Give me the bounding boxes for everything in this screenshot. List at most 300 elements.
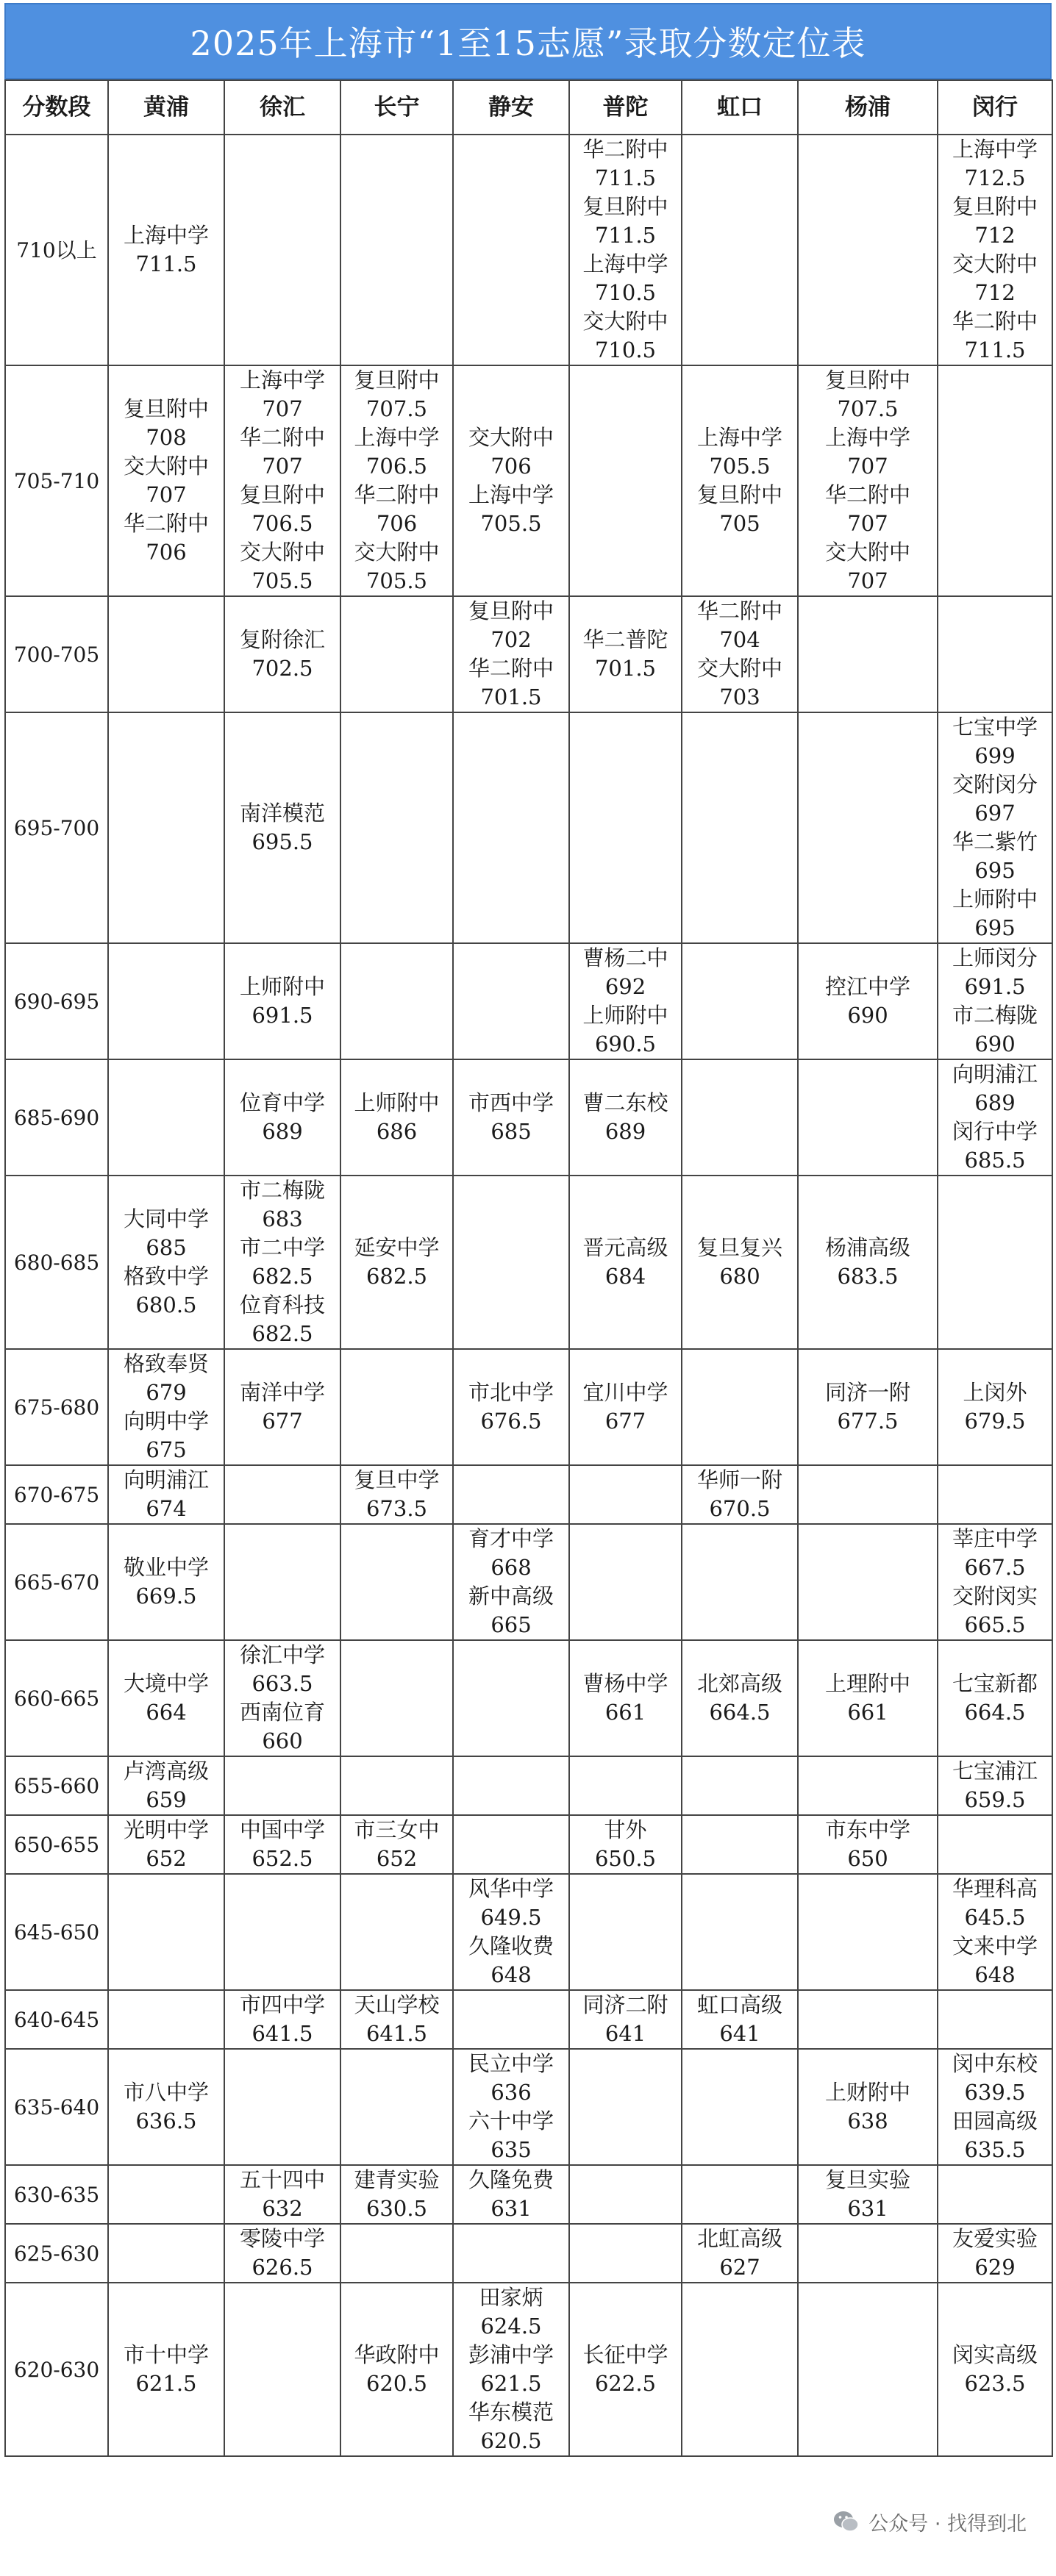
school-name: 南洋模范 — [239, 801, 325, 826]
cutoff-score: 670.5 — [709, 1496, 771, 1521]
school-name: 北虹高级 — [696, 2226, 782, 2251]
district-cell — [108, 1176, 224, 1349]
district-cell — [340, 2224, 453, 2283]
district-cell — [340, 135, 453, 365]
school-name: 长征中学 — [582, 2342, 668, 2367]
school-name: 华二附中 — [824, 482, 910, 507]
table-row — [5, 712, 1052, 943]
district-cell — [453, 1524, 569, 1640]
district-cell — [453, 1874, 569, 1990]
school-name: 复旦附中 — [468, 598, 554, 623]
score-band: 655-660 — [5, 1756, 108, 1815]
table-row — [5, 1756, 1052, 1815]
district-cell — [938, 1059, 1052, 1176]
cutoff-score: 641.5 — [251, 2021, 313, 2046]
score-band: 630-635 — [5, 2165, 108, 2224]
district-cell — [938, 2283, 1052, 2456]
district-cell — [224, 1176, 340, 1349]
district-cell — [938, 2165, 1052, 2224]
cutoff-score: 674 — [146, 1496, 187, 1521]
cutoff-score: 683 — [262, 1206, 303, 1231]
cutoff-score: 652.5 — [251, 1846, 313, 1871]
school-name: 晋元高级 — [582, 1235, 668, 1260]
cutoff-score: 704 — [719, 627, 760, 652]
district-cell — [224, 2224, 340, 2283]
district-cell — [682, 2165, 798, 2224]
watermark-text: 公众号 · 找得到北 — [868, 2512, 1027, 2536]
district-cell — [569, 712, 682, 943]
school-name: 向明浦江 — [123, 1467, 209, 1492]
school-name: 五十四中 — [239, 2167, 325, 2192]
district-cell — [224, 1349, 340, 1465]
score-band: 685-690 — [5, 1059, 108, 1176]
page-title: 2025年上海市“1至15志愿”录取分数定位表 — [4, 3, 1052, 79]
table-row — [5, 2224, 1052, 2283]
district-cell — [682, 2283, 798, 2456]
district-cell — [569, 2283, 682, 2456]
table-row — [5, 596, 1052, 712]
column-header: 分数段 — [5, 80, 108, 135]
cutoff-score: 636 — [490, 2080, 532, 2105]
school-name: 格致中学 — [123, 1264, 209, 1289]
cutoff-score: 712 — [974, 223, 1016, 248]
cutoff-score: 649.5 — [480, 1905, 542, 1930]
district-cell — [224, 1756, 340, 1815]
score-band: 675-680 — [5, 1349, 108, 1465]
district-cell — [938, 1815, 1052, 1874]
school-name: 上师附中 — [239, 974, 325, 999]
district-cell — [682, 943, 798, 1059]
cutoff-score: 629 — [974, 2255, 1016, 2280]
district-cell — [682, 1349, 798, 1465]
district-cell — [108, 1756, 224, 1815]
district-cell — [340, 1874, 453, 1990]
cutoff-score: 695 — [974, 858, 1016, 883]
cutoff-score: 682.5 — [251, 1321, 313, 1346]
district-cell — [938, 1640, 1052, 1756]
column-header: 徐汇 — [224, 80, 340, 135]
score-band: 635-640 — [5, 2049, 108, 2165]
district-cell — [224, 1465, 340, 1524]
district-cell — [340, 2283, 453, 2456]
cutoff-score: 699 — [974, 743, 1016, 768]
school-name: 交大附中 — [582, 309, 668, 334]
wechat-icon — [832, 2507, 861, 2536]
school-name: 上海中学 — [123, 223, 209, 248]
district-cell — [108, 1640, 224, 1756]
school-name: 复附徐汇 — [239, 627, 325, 652]
cutoff-score: 638 — [847, 2108, 888, 2133]
district-cell — [224, 2049, 340, 2165]
table-row — [5, 1059, 1052, 1176]
cutoff-score: 712 — [974, 280, 1016, 305]
district-cell — [569, 1990, 682, 2049]
district-cell — [682, 1465, 798, 1524]
cutoff-score: 635 — [490, 2137, 532, 2162]
school-name: 延安中学 — [354, 1235, 440, 1260]
district-cell — [938, 2224, 1052, 2283]
cutoff-score: 641 — [719, 2021, 760, 2046]
cutoff-score: 680 — [719, 1264, 760, 1289]
district-cell — [453, 596, 569, 712]
school-name: 友爱实验 — [952, 2226, 1038, 2251]
district-cell — [340, 2049, 453, 2165]
district-cell — [798, 365, 938, 596]
district-cell — [108, 943, 224, 1059]
district-cell — [938, 1176, 1052, 1349]
district-cell — [340, 1756, 453, 1815]
district-cell — [224, 2283, 340, 2456]
district-cell — [569, 2165, 682, 2224]
school-name: 复旦附中 — [696, 482, 782, 507]
school-name: 华二附中 — [696, 598, 782, 623]
cutoff-score: 695 — [974, 915, 1016, 940]
school-name: 复旦中学 — [354, 1467, 440, 1492]
school-name: 田家炳 — [479, 2285, 543, 2310]
district-cell — [108, 2049, 224, 2165]
cutoff-score: 706.5 — [251, 511, 313, 536]
district-cell — [108, 2165, 224, 2224]
school-name: 闵实高级 — [952, 2342, 1038, 2367]
school-name: 光明中学 — [123, 1817, 209, 1842]
school-name: 七宝新都 — [952, 1671, 1038, 1696]
school-name: 复旦附中 — [123, 396, 209, 421]
cutoff-score: 682.5 — [365, 1264, 428, 1289]
table-row — [5, 2049, 1052, 2165]
district-cell — [938, 1349, 1052, 1465]
school-name: 华二附中 — [123, 511, 209, 536]
cutoff-score: 705.5 — [709, 454, 771, 479]
district-cell — [682, 135, 798, 365]
school-name: 华东模范 — [468, 2400, 554, 2425]
cutoff-score: 707 — [262, 454, 303, 479]
school-name: 杨浦高级 — [824, 1235, 910, 1260]
district-cell — [224, 943, 340, 1059]
table-row — [5, 1874, 1052, 1990]
score-band: 710以上 — [5, 135, 108, 365]
cutoff-score: 641.5 — [365, 2021, 428, 2046]
school-name: 上海中学 — [696, 425, 782, 450]
cutoff-score: 690 — [974, 1031, 1016, 1056]
cutoff-score: 645.5 — [964, 1905, 1026, 1930]
school-name: 上海中学 — [239, 368, 325, 393]
cutoff-score: 622.5 — [594, 2371, 657, 2396]
cutoff-score: 707.5 — [837, 396, 899, 421]
district-cell — [569, 2224, 682, 2283]
district-cell — [108, 596, 224, 712]
cutoff-score: 708 — [146, 425, 187, 450]
district-cell — [108, 1059, 224, 1176]
cutoff-score: 684 — [604, 1264, 646, 1289]
cutoff-score: 664 — [146, 1700, 187, 1725]
school-name: 大同中学 — [123, 1206, 209, 1231]
school-name: 卢湾高级 — [123, 1759, 209, 1783]
school-name: 上师附中 — [354, 1090, 440, 1115]
district-cell — [453, 135, 569, 365]
school-name: 同济二附 — [582, 1992, 668, 2017]
cutoff-score: 685 — [490, 1119, 532, 1144]
cutoff-score: 652 — [376, 1846, 418, 1871]
score-band: 625-630 — [5, 2224, 108, 2283]
cutoff-score: 623.5 — [964, 2371, 1026, 2396]
cutoff-score: 631 — [490, 2196, 532, 2221]
district-cell — [340, 1349, 453, 1465]
district-cell — [340, 365, 453, 596]
score-band: 695-700 — [5, 712, 108, 943]
district-cell — [224, 2165, 340, 2224]
school-name: 甘外 — [604, 1817, 647, 1842]
score-table-sheet — [4, 3, 1052, 2457]
cutoff-score: 707 — [262, 396, 303, 421]
district-cell — [108, 1524, 224, 1640]
school-name: 徐汇中学 — [239, 1642, 325, 1667]
column-header: 虹口 — [682, 80, 798, 135]
district-cell — [108, 1874, 224, 1990]
school-name: 文来中学 — [952, 1933, 1038, 1958]
district-cell — [340, 712, 453, 943]
district-cell — [682, 365, 798, 596]
cutoff-score: 669.5 — [135, 1584, 197, 1609]
district-cell — [453, 1176, 569, 1349]
school-name: 育才中学 — [468, 1526, 554, 1551]
district-cell — [798, 1524, 938, 1640]
district-cell — [453, 712, 569, 943]
school-name: 敬业中学 — [123, 1555, 209, 1580]
school-name: 上理附中 — [824, 1671, 910, 1696]
district-cell — [938, 943, 1052, 1059]
score-band: 670-675 — [5, 1465, 108, 1524]
school-name: 上海中学 — [952, 137, 1038, 162]
table-row — [5, 135, 1052, 365]
score-band: 665-670 — [5, 1524, 108, 1640]
cutoff-score: 689 — [604, 1119, 646, 1144]
district-cell — [798, 1756, 938, 1815]
cutoff-score: 686 — [376, 1119, 418, 1144]
district-cell — [682, 2049, 798, 2165]
district-cell — [108, 1815, 224, 1874]
score-table — [4, 79, 1053, 2457]
cutoff-score: 659 — [146, 1787, 187, 1812]
district-cell — [798, 1059, 938, 1176]
cutoff-score: 664.5 — [709, 1700, 771, 1725]
district-cell — [453, 1640, 569, 1756]
district-cell — [340, 1059, 453, 1176]
school-name: 交附闵实 — [952, 1584, 1038, 1609]
school-name: 田园高级 — [952, 2108, 1038, 2133]
cutoff-score: 667.5 — [964, 1555, 1026, 1580]
cutoff-score: 712.5 — [964, 165, 1026, 190]
school-name: 交附闵分 — [952, 772, 1038, 797]
school-name: 曹杨中学 — [582, 1671, 668, 1696]
district-cell — [682, 1815, 798, 1874]
cutoff-score: 706 — [146, 540, 187, 565]
school-name: 华二附中 — [468, 656, 554, 681]
school-name: 交大附中 — [123, 454, 209, 479]
district-cell — [938, 135, 1052, 365]
district-cell — [798, 1990, 938, 2049]
table-row — [5, 1524, 1052, 1640]
school-name: 交大附中 — [468, 425, 554, 450]
cutoff-score: 621.5 — [135, 2371, 197, 2396]
table-row — [5, 2165, 1052, 2224]
cutoff-score: 689 — [974, 1090, 1016, 1115]
table-row — [5, 1815, 1052, 1874]
school-name: 市北中学 — [468, 1380, 554, 1405]
school-name: 复旦附中 — [952, 194, 1038, 219]
cutoff-score: 679 — [146, 1380, 187, 1405]
column-header: 长宁 — [340, 80, 453, 135]
district-cell — [798, 135, 938, 365]
table-row — [5, 943, 1052, 1059]
cutoff-score: 627 — [719, 2255, 760, 2280]
district-cell — [224, 1059, 340, 1176]
school-name: 向明浦江 — [952, 1062, 1038, 1087]
district-cell — [453, 1815, 569, 1874]
district-cell — [108, 712, 224, 943]
district-cell — [569, 1465, 682, 1524]
district-cell — [224, 1640, 340, 1756]
school-name: 复旦附中 — [354, 368, 440, 393]
table-row — [5, 1990, 1052, 2049]
cutoff-score: 668 — [490, 1555, 532, 1580]
district-cell — [682, 1176, 798, 1349]
district-cell — [108, 1990, 224, 2049]
cutoff-score: 664.5 — [964, 1700, 1026, 1725]
school-name: 久隆收费 — [468, 1933, 554, 1958]
school-name: 华二附中 — [354, 482, 440, 507]
cutoff-score: 711.5 — [135, 251, 197, 276]
score-band: 680-685 — [5, 1176, 108, 1349]
cutoff-score: 636.5 — [135, 2108, 197, 2133]
district-cell — [453, 943, 569, 1059]
district-cell — [569, 1349, 682, 1465]
district-cell — [798, 2224, 938, 2283]
cutoff-score: 679.5 — [964, 1409, 1026, 1434]
cutoff-score: 707 — [847, 511, 888, 536]
district-cell — [108, 2283, 224, 2456]
district-cell — [224, 135, 340, 365]
district-cell — [682, 596, 798, 712]
district-cell — [798, 712, 938, 943]
school-name: 华理科高 — [952, 1876, 1038, 1901]
district-cell — [453, 365, 569, 596]
cutoff-score: 661 — [604, 1700, 646, 1725]
column-header: 杨浦 — [798, 80, 938, 135]
school-name: 格致奉贤 — [123, 1351, 209, 1376]
school-name: 大境中学 — [123, 1671, 209, 1696]
district-cell — [108, 2224, 224, 2283]
school-name: 久隆免费 — [468, 2167, 554, 2192]
district-cell — [682, 1059, 798, 1176]
score-band: 705-710 — [5, 365, 108, 596]
school-name: 复旦复兴 — [696, 1235, 782, 1260]
cutoff-score: 650 — [847, 1846, 888, 1871]
cutoff-score: 705 — [719, 511, 760, 536]
cutoff-score: 648 — [974, 1962, 1016, 1987]
district-cell — [798, 2049, 938, 2165]
cutoff-score: 630.5 — [365, 2196, 428, 2221]
cutoff-score: 673.5 — [365, 1496, 428, 1521]
district-cell — [938, 1465, 1052, 1524]
column-header: 普陀 — [569, 80, 682, 135]
school-name: 天山学校 — [354, 1992, 440, 2017]
school-name: 六十中学 — [468, 2108, 554, 2133]
score-band: 620-630 — [5, 2283, 108, 2456]
school-name: 位育科技 — [239, 1292, 325, 1317]
table-row — [5, 2283, 1052, 2456]
district-cell — [340, 2165, 453, 2224]
district-cell — [798, 1176, 938, 1349]
cutoff-score: 631 — [847, 2196, 888, 2221]
school-name: 彭浦中学 — [468, 2342, 554, 2367]
cutoff-score: 710.5 — [594, 280, 657, 305]
cutoff-score: 697 — [974, 801, 1016, 826]
district-cell — [798, 1815, 938, 1874]
school-name: 上财附中 — [824, 2080, 910, 2105]
district-cell — [569, 2049, 682, 2165]
school-name: 莘庄中学 — [952, 1526, 1038, 1551]
school-name: 上师附中 — [952, 887, 1038, 912]
school-name: 华二附中 — [239, 425, 325, 450]
school-name: 华二紫竹 — [952, 829, 1038, 854]
district-cell — [340, 1176, 453, 1349]
cutoff-score: 689 — [262, 1119, 303, 1144]
school-name: 曹杨二中 — [582, 945, 668, 970]
cutoff-score: 711.5 — [594, 223, 657, 248]
district-cell — [453, 1756, 569, 1815]
cutoff-score: 659.5 — [964, 1787, 1026, 1812]
cutoff-score: 706 — [490, 454, 532, 479]
district-cell — [569, 1815, 682, 1874]
school-name: 七宝中学 — [952, 715, 1038, 740]
school-name: 市八中学 — [123, 2080, 209, 2105]
table-row — [5, 1349, 1052, 1465]
district-cell — [938, 1990, 1052, 2049]
school-name: 虹口高级 — [696, 1992, 782, 2017]
district-cell — [453, 2283, 569, 2456]
district-cell — [798, 2283, 938, 2456]
district-cell — [453, 2224, 569, 2283]
cutoff-score: 677 — [604, 1409, 646, 1434]
district-cell — [108, 365, 224, 596]
cutoff-score: 641 — [604, 2021, 646, 2046]
district-cell — [569, 1874, 682, 1990]
district-cell — [569, 135, 682, 365]
cutoff-score: 701.5 — [480, 684, 542, 709]
district-cell — [938, 1874, 1052, 1990]
district-cell — [569, 1059, 682, 1176]
cutoff-score: 621.5 — [480, 2371, 542, 2396]
school-name: 交大附中 — [952, 251, 1038, 276]
district-cell — [108, 1349, 224, 1465]
cutoff-score: 620.5 — [480, 2428, 542, 2453]
school-name: 复旦实验 — [824, 2167, 910, 2192]
district-cell — [682, 1524, 798, 1640]
cutoff-score: 624.5 — [480, 2314, 542, 2339]
district-cell — [798, 1465, 938, 1524]
district-cell — [682, 1640, 798, 1756]
district-cell — [798, 1349, 938, 1465]
cutoff-score: 701.5 — [594, 656, 657, 681]
cutoff-score: 705.5 — [480, 511, 542, 536]
cutoff-score: 660 — [262, 1728, 303, 1753]
district-cell — [569, 1176, 682, 1349]
cutoff-score: 707.5 — [365, 396, 428, 421]
school-name: 交大附中 — [696, 656, 782, 681]
school-name: 民立中学 — [468, 2051, 554, 2076]
school-name: 市东中学 — [824, 1817, 910, 1842]
school-name: 控江中学 — [824, 974, 910, 999]
